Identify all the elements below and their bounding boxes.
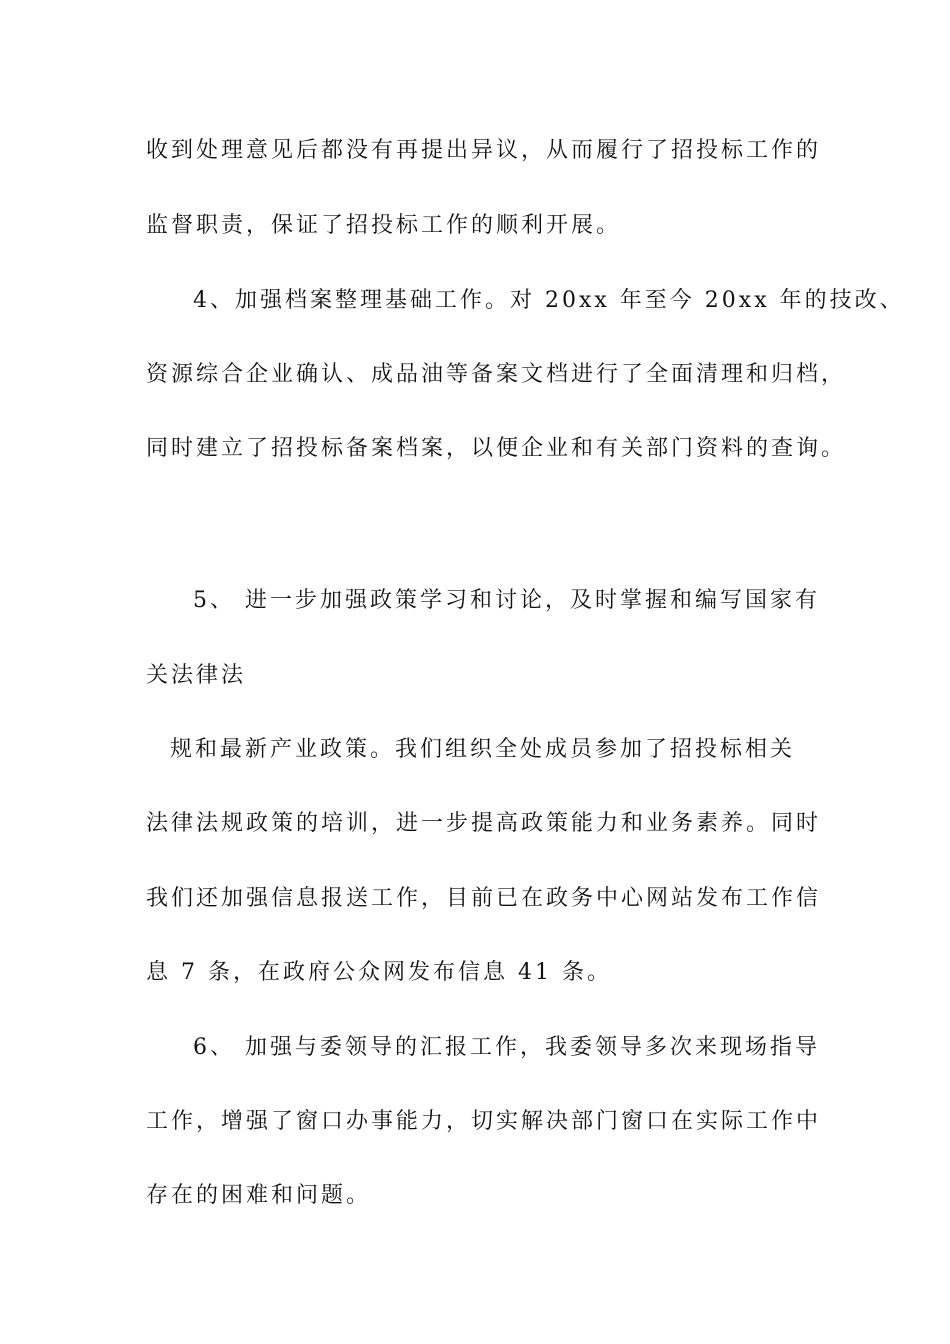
paragraph-line: 监督职责，保证了招投标工作的顺利开展。: [146, 213, 622, 238]
paragraph-line: 工作，增强了窗口办事能力，切实解决部门窗口在实际工作中: [146, 1109, 822, 1134]
paragraph-line: 6、 加强与委领导的汇报工作，我委领导多次来现场指导: [193, 1035, 820, 1060]
paragraph-line: 4、加强档案整理基础工作。对 20xx 年至今 20xx 年的技改、: [193, 288, 905, 313]
paragraph-line: 法律法规政策的培训，进一步提高政策能力和业务素养。同时: [146, 811, 822, 836]
paragraph-line: 5、 进一步加强政策学习和讨论，及时掌握和编写国家有: [193, 588, 820, 613]
paragraph-line: 收到处理意见后都没有再提出异议，从而履行了招投标工作的: [146, 138, 822, 163]
paragraph-line: 存在的困难和问题。: [146, 1183, 372, 1208]
paragraph-line: 我们还加强信息报送工作，目前已在政务中心网站发布工作信: [146, 886, 822, 911]
paragraph-line: 息 7 条，在政府公众网发布信息 41 条。: [146, 960, 612, 985]
paragraph-line: 关法律法: [146, 663, 247, 688]
paragraph-line: 规和最新产业政策。我们组织全处成员参加了招投标相关: [170, 737, 796, 762]
paragraph-line: 同时建立了招投标备案档案，以便企业和有关部门资料的查询。: [146, 436, 847, 461]
paragraph-line: 资源综合企业确认、成品油等备案文档进行了全面清理和归档，: [146, 362, 847, 387]
